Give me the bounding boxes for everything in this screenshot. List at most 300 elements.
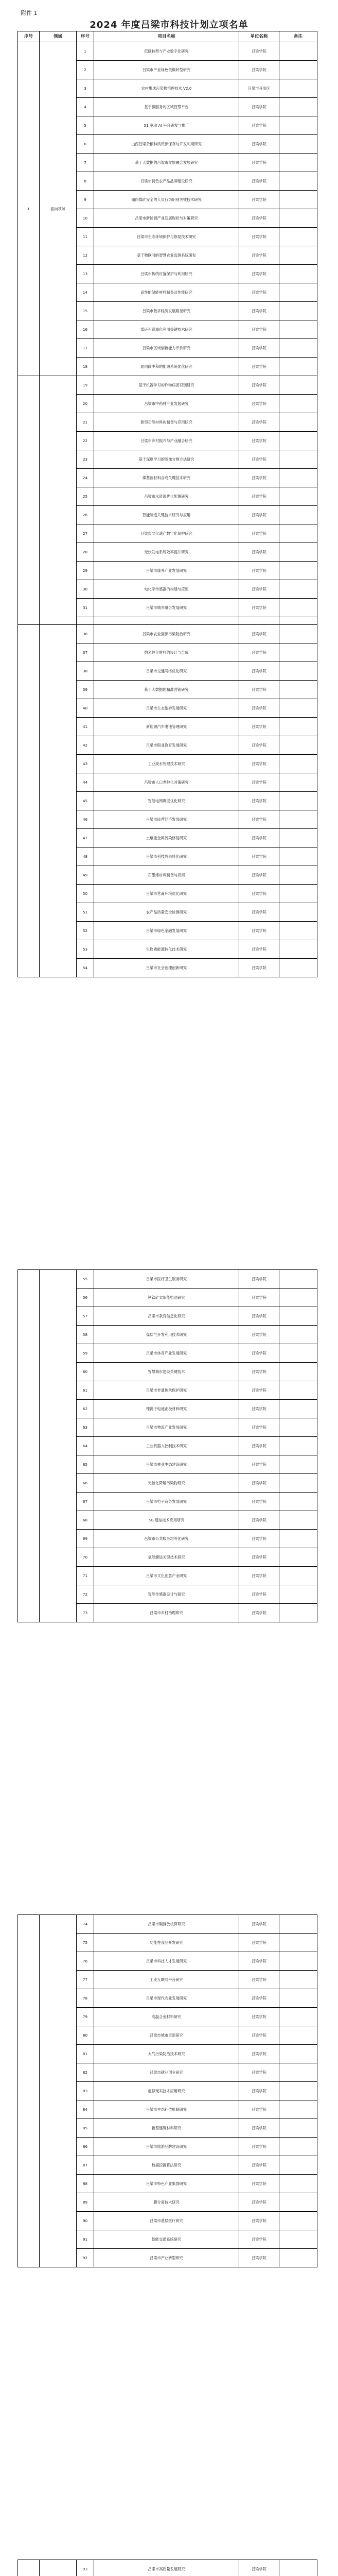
unit-name: 吕梁学院 (239, 42, 279, 61)
remark (279, 866, 317, 885)
project-name: 新能源汽车电池管理研究 (94, 718, 239, 736)
unit-name: 吕梁学院 (239, 172, 279, 191)
project-name: 吕梁市文化遗产数字化保护研究 (94, 524, 239, 543)
remark (279, 2119, 317, 2138)
row-index: 75 (77, 1934, 94, 1952)
remark (279, 506, 317, 524)
project-name: 面向碳中和的能源系统优化研究 (94, 358, 239, 376)
remark (279, 643, 317, 662)
row-index: 38 (77, 662, 94, 681)
project-name: 智能交通系统研究 (94, 2230, 239, 2249)
remark (279, 1530, 317, 1548)
project-name: 吕梁市文化创意产业研究 (94, 1567, 239, 1585)
unit-name: 吕梁学院 (239, 432, 279, 450)
row-index: 67 (77, 1493, 94, 1511)
unit-name: 吕梁学院 (239, 2138, 279, 2156)
project-name: 吕梁市营商环境优化研究 (94, 885, 239, 903)
row-index: 42 (77, 736, 94, 755)
row-index: 58 (77, 1326, 94, 1344)
unit-name: 吕梁学院 (239, 866, 279, 885)
remark (279, 1307, 317, 1326)
remark (279, 135, 317, 154)
project-name: 吕梁市生态补偿机制研究 (94, 2100, 239, 2119)
project-table (17, 624, 317, 977)
project-name: 低碳转型与产业数字化研究 (94, 42, 239, 61)
project-name: 吕梁市碳排放核算研究 (94, 1915, 239, 1934)
project-name: 石墨烯材料制备与应用 (94, 866, 239, 885)
project-name: 山西吕梁杂粮种质资源保存与开发利用研究 (94, 135, 239, 154)
remark (279, 2212, 317, 2230)
column-header: 序号 (77, 31, 94, 42)
remark (279, 487, 317, 506)
project-name: 数据挖掘算法研究 (94, 2156, 239, 2175)
row-index: 88 (77, 2175, 94, 2193)
project-name: 吕梁市乡村治理研究 (94, 1604, 239, 1622)
remark (279, 2175, 317, 2193)
unit-name: 吕梁学院 (239, 2249, 279, 2267)
unit-name: 吕梁学院 (239, 1344, 279, 1363)
project-name: 纳米催化材料的设计与合成 (94, 643, 239, 662)
project-name: 锂离子电池正极材料研究 (94, 1400, 239, 1418)
unit-name: 吕梁学院 (239, 1511, 279, 1530)
row-index: 81 (77, 2045, 94, 2063)
group-category: 面向领域 (40, 42, 77, 376)
project-name: 氢能储运关键技术研究 (94, 1548, 239, 1567)
project-name: 吕梁市特色产业集群研究 (94, 2175, 239, 2193)
project-name: 吕梁市城市更新研究 (94, 2026, 239, 2045)
row-index: 76 (77, 1952, 94, 1971)
remark (279, 1344, 317, 1363)
project-name: 功能性食品开发研究 (94, 1934, 239, 1952)
unit-name: 吕梁学院 (239, 413, 279, 432)
unit-name: 吕梁学院 (239, 320, 279, 339)
project-name: 电化学传感器的构建与应用 (94, 580, 239, 599)
remark (279, 599, 317, 617)
remark (279, 1915, 317, 1934)
table-row (18, 1270, 317, 1289)
group-number (18, 625, 40, 977)
row-index: 93 (77, 2560, 94, 2576)
project-name: 吕梁市中药材产业发展研究 (94, 395, 239, 413)
remark (279, 79, 317, 98)
unit-name: 吕梁学院 (239, 154, 279, 172)
unit-name: 吕梁学院 (239, 246, 279, 265)
project-name: 5G 通信技术应用研究 (94, 1511, 239, 1530)
unit-name: 吕梁学院 (239, 339, 279, 358)
row-index: 27 (77, 524, 94, 543)
remark (279, 1604, 317, 1622)
remark (279, 773, 317, 792)
remark (279, 1418, 317, 1437)
row-index: 30 (77, 580, 94, 599)
unit-name: 吕梁学院 (239, 2175, 279, 2193)
unit-name: 吕梁学院 (239, 1915, 279, 1934)
remark (279, 736, 317, 755)
unit-name: 吕梁学院 (239, 2193, 279, 2212)
project-name: 基于物联网的智慧农业监测系统研发 (94, 246, 239, 265)
unit-name: 吕梁学院 (239, 922, 279, 940)
unit-name: 吕梁学院 (239, 625, 279, 643)
remark (279, 2138, 317, 2156)
unit-name: 吕梁学院 (239, 2063, 279, 2082)
unit-name: 吕梁学院 (239, 1363, 279, 1381)
row-index: 83 (77, 2082, 94, 2100)
remark (279, 524, 317, 543)
project-name: 吕梁市交通网络优化研究 (94, 662, 239, 681)
remark (279, 755, 317, 773)
row-index: 17 (77, 339, 94, 358)
table-page (17, 1914, 317, 2267)
row-index: 53 (77, 940, 94, 959)
row-index: 91 (77, 2230, 94, 2249)
project-name: 吕梁市职业教育发展研究 (94, 736, 239, 755)
column-header: 项目名称 (94, 31, 239, 42)
row-index: 26 (77, 506, 94, 524)
row-index: 15 (77, 302, 94, 320)
row-index: 48 (77, 848, 94, 866)
unit-name: 吕梁学院 (239, 718, 279, 736)
remark (279, 2193, 317, 2212)
unit-name: 吕梁学院 (239, 2082, 279, 2100)
remark (279, 191, 317, 209)
unit-name: 吕梁学院 (239, 543, 279, 562)
row-index: 61 (77, 1381, 94, 1400)
project-name: 吕梁市生态旅游发展研究 (94, 699, 239, 718)
row-index: 29 (77, 562, 94, 580)
table-row (18, 2560, 317, 2576)
row-index: 52 (77, 922, 94, 940)
remark (279, 940, 317, 959)
project-name: 吕梁市农业面源污染防治研究 (94, 625, 239, 643)
project-name: 吕梁市城乡融合发展研究 (94, 599, 239, 617)
table-page (17, 2560, 317, 2576)
row-index: 90 (77, 2212, 94, 2230)
row-index: 70 (77, 1548, 94, 1567)
row-index: 14 (77, 283, 94, 302)
row-index: 18 (77, 358, 94, 376)
row-index: 92 (77, 2249, 94, 2267)
row-index: 31 (77, 599, 94, 617)
unit-name: 吕梁学院 (239, 1493, 279, 1511)
unit-name: 吕梁学院 (239, 228, 279, 246)
row-index: 39 (77, 681, 94, 699)
project-name: 吕梁市科技人才发展研究 (94, 1952, 239, 1971)
row-index: 25 (77, 487, 94, 506)
group-category (40, 1915, 77, 2267)
row-index: 84 (77, 2100, 94, 2119)
remark (279, 432, 317, 450)
project-name: 吕梁市电子商务发展研究 (94, 1493, 239, 1511)
row-index: 5 (77, 116, 94, 135)
row-index: 60 (77, 1363, 94, 1381)
project-table (17, 1269, 317, 1622)
project-table (17, 2560, 317, 2576)
unit-name: 吕梁学院 (239, 773, 279, 792)
row-index: 19 (77, 376, 94, 395)
project-name: 高温合金材料研究 (94, 2008, 239, 2026)
unit-name: 吕梁学院 (239, 1530, 279, 1548)
row-index: 23 (77, 450, 94, 469)
project-name: 新型功能材料的制备与应用研究 (94, 413, 239, 432)
row-index: 28 (77, 543, 94, 562)
project-name: 吕梁市康养产业发展研究 (94, 562, 239, 580)
remark (279, 1437, 317, 1455)
remark (279, 2026, 317, 2045)
row-index: 40 (77, 699, 94, 718)
unit-name: 吕梁学院 (239, 755, 279, 773)
row-index: 55 (77, 1270, 94, 1289)
column-header: 单位名称 (239, 31, 279, 42)
unit-name: 吕梁学院 (239, 810, 279, 829)
unit-name: 吕梁学院 (239, 2560, 279, 2576)
row-index: 80 (77, 2026, 94, 2045)
remark (279, 1567, 317, 1585)
project-name: 吕梁市就业创业研究 (94, 2063, 239, 2082)
remark (279, 1548, 317, 1567)
unit-name: 吕梁学院 (239, 2008, 279, 2026)
remark (279, 2008, 317, 2026)
project-name: 吕梁市新能源产业发展现状与对策研究 (94, 209, 239, 228)
project-name: 虚拟现实技术应用研究 (94, 2082, 239, 2100)
remark (279, 792, 317, 810)
unit-name: 吕梁学院 (239, 959, 279, 977)
row-index: 71 (77, 1567, 94, 1585)
remark (279, 543, 317, 562)
unit-name: 吕梁学院 (239, 1270, 279, 1289)
row-index: 66 (77, 1474, 94, 1493)
project-name: 吕梁市生态环境保护与修复技术研究 (94, 228, 239, 246)
project-name: 新型建筑材料研究 (94, 2119, 239, 2138)
remark (279, 1952, 317, 1971)
column-header: 序号 (18, 31, 40, 42)
project-name: 吕梁市社会治理创新研究 (94, 959, 239, 977)
row-index: 6 (77, 135, 94, 154)
group-number: 1 (18, 42, 40, 376)
unit-name: 吕梁学院 (239, 358, 279, 376)
row-index: 78 (77, 1989, 94, 2008)
unit-name: 吕梁学院 (239, 2119, 279, 2138)
remark (279, 1455, 317, 1474)
table-page (17, 624, 317, 977)
row-index: 46 (77, 810, 94, 829)
remark (279, 580, 317, 599)
unit-name: 吕梁学院 (239, 848, 279, 866)
group-category (40, 625, 77, 977)
unit-name: 吕梁市开发区 (239, 79, 279, 98)
project-name: 吕梁市林业生态建设研究 (94, 1455, 239, 1474)
attachment-label: 附件 1 (21, 10, 38, 16)
group-category (40, 2560, 77, 2576)
unit-name: 吕梁学院 (239, 1989, 279, 2008)
remark (279, 2100, 317, 2119)
row-index: 7 (77, 154, 94, 172)
project-name: 吕梁市民营经济发展研究 (94, 810, 239, 829)
remark (279, 61, 317, 79)
unit-name: 吕梁学院 (239, 599, 279, 617)
remark (279, 681, 317, 699)
remark (279, 450, 317, 469)
table-row (18, 376, 317, 395)
row-index: 82 (77, 2063, 94, 2082)
project-name: 吕梁市医疗卫生服务研究 (94, 1270, 239, 1289)
remark (279, 209, 317, 228)
remark (279, 848, 317, 866)
remark (279, 699, 317, 718)
row-index: 77 (77, 1971, 94, 1989)
row-index: 57 (77, 1307, 94, 1326)
remark (279, 2560, 317, 2576)
remark (279, 376, 317, 395)
project-name: 吕梁市产业转型研究 (94, 2249, 239, 2267)
unit-name: 吕梁学院 (239, 1326, 279, 1344)
project-name: 吕梁市教育信息化研究 (94, 1307, 239, 1326)
project-name: 吕梁市非遗传承保护研究 (94, 1381, 239, 1400)
unit-name: 吕梁学院 (239, 98, 279, 116)
project-name: 吕梁市乡村振兴与产业融合研究 (94, 432, 239, 450)
unit-name: 吕梁学院 (239, 580, 279, 599)
project-name: 生物质能源转化技术研究 (94, 940, 239, 959)
project-name: 智能制造关键技术研究与应用 (94, 506, 239, 524)
remark (279, 1493, 317, 1511)
project-name: 农产品质量安全检测研究 (94, 903, 239, 922)
remark (279, 922, 317, 940)
project-name: 吕梁市绿色金融发展研究 (94, 922, 239, 940)
unit-name: 吕梁学院 (239, 2156, 279, 2175)
row-index: 45 (77, 792, 94, 810)
project-name: 煤层气开发利用技术研究 (94, 1326, 239, 1344)
project-name: 吕梁市现代农业发展研究 (94, 1989, 239, 2008)
document-title: 2024 年度吕梁市科技计划立项名单 (90, 20, 248, 30)
project-name: 膜分离技术研究 (94, 2193, 239, 2212)
unit-name: 吕梁学院 (239, 1567, 279, 1585)
project-name: 基于大数据的精准营销研究 (94, 681, 239, 699)
project-name: 智慧城市建设关键技术 (94, 1363, 239, 1381)
row-index: 12 (77, 246, 94, 265)
unit-name: 吕梁学院 (239, 191, 279, 209)
row-index: 62 (77, 1400, 94, 1418)
remark (279, 172, 317, 191)
row-index: 2 (77, 61, 94, 79)
row-index: 41 (77, 718, 94, 736)
unit-name: 吕梁学院 (239, 562, 279, 580)
remark (279, 283, 317, 302)
row-index: 74 (77, 1915, 94, 1934)
project-name: 吕梁市体育产业发展研究 (94, 1344, 239, 1363)
unit-name: 吕梁学院 (239, 1418, 279, 1437)
unit-name: 吕梁学院 (239, 2212, 279, 2230)
project-name: 吕梁市基层医疗研究 (94, 2212, 239, 2230)
row-index: 49 (77, 866, 94, 885)
remark (279, 1474, 317, 1493)
row-index: 47 (77, 829, 94, 848)
project-name: 吕梁市水资源优化配置研究 (94, 487, 239, 506)
unit-name: 吕梁学院 (239, 1455, 279, 1474)
group-number (18, 2560, 40, 2576)
unit-name: 吕梁学院 (239, 2230, 279, 2249)
project-name: 高性能储能材料制备及性能研究 (94, 283, 239, 302)
unit-name: 吕梁学院 (239, 524, 279, 543)
project-name: 面向煤矿安全的人员行为识别关键技术研究 (94, 191, 239, 209)
remark (279, 2230, 317, 2249)
row-index: 56 (77, 1289, 94, 1307)
project-name: 光催化降解污染物研究 (94, 1474, 239, 1493)
remark (279, 358, 317, 376)
unit-name: 吕梁学院 (239, 1289, 279, 1307)
project-name: 光伏发电系统效率提升研究 (94, 543, 239, 562)
project-name: 土壤重金属污染修复研究 (94, 829, 239, 848)
row-index: 36 (77, 625, 94, 643)
remark (279, 320, 317, 339)
project-name: 吕梁市高质量发展研究 (94, 2560, 239, 2576)
row-index: 72 (77, 1585, 94, 1604)
project-name: 基于微服务的区域智慧平台 (94, 98, 239, 116)
unit-name: 吕梁学院 (239, 1934, 279, 1952)
row-index: 89 (77, 2193, 94, 2212)
unit-name: 吕梁学院 (239, 1381, 279, 1400)
remark (279, 2249, 317, 2267)
row-index: 37 (77, 643, 94, 662)
remark (279, 1270, 317, 1289)
table-row (18, 1915, 317, 1934)
project-name: 吕梁市科技成果转化研究 (94, 848, 239, 866)
row-index: 22 (77, 432, 94, 450)
unit-name: 吕梁学院 (239, 792, 279, 810)
unit-name: 吕梁学院 (239, 506, 279, 524)
remark (279, 1934, 317, 1952)
remark (279, 302, 317, 320)
project-name: 智能电网调度优化研究 (94, 792, 239, 810)
row-index: 63 (77, 1418, 94, 1437)
project-name: 基于机器学习的作物病害识别研究 (94, 376, 239, 395)
remark (279, 885, 317, 903)
row-index: 1 (77, 42, 94, 61)
unit-name: 吕梁学院 (239, 395, 279, 413)
row-index: 3 (77, 79, 94, 98)
remark (279, 1989, 317, 2008)
remark (279, 116, 317, 135)
row-index: 24 (77, 469, 94, 487)
table-row (18, 42, 317, 61)
project-name: 吕梁市人口老龄化对策研究 (94, 773, 239, 792)
remark (279, 1289, 317, 1307)
project-name: 吕梁市旅游品牌建设研究 (94, 2138, 239, 2156)
group-number (18, 1915, 40, 2267)
remark (279, 265, 317, 283)
project-name: 吕梁市产业绿色低碳转型研究 (94, 61, 239, 79)
project-name: 煤基新材料合成关键技术研究 (94, 469, 239, 487)
remark (279, 42, 317, 61)
remark (279, 662, 317, 681)
unit-name: 吕梁学院 (239, 116, 279, 135)
unit-name: 吕梁学院 (239, 829, 279, 848)
unit-name: 吕梁学院 (239, 265, 279, 283)
remark (279, 1381, 317, 1400)
unit-name: 吕梁学院 (239, 662, 279, 681)
unit-name: 吕梁学院 (239, 2100, 279, 2119)
remark (279, 469, 317, 487)
unit-name: 吕梁学院 (239, 376, 279, 395)
remark (279, 1326, 317, 1344)
remark (279, 154, 317, 172)
remark (279, 2156, 317, 2175)
row-index: 43 (77, 755, 94, 773)
remark (279, 98, 317, 116)
row-index: 79 (77, 2008, 94, 2026)
row-index: 11 (77, 228, 94, 246)
row-index: 9 (77, 191, 94, 209)
row-index: 59 (77, 1344, 94, 1363)
project-name: 智能传感器设计与研究 (94, 1585, 239, 1604)
